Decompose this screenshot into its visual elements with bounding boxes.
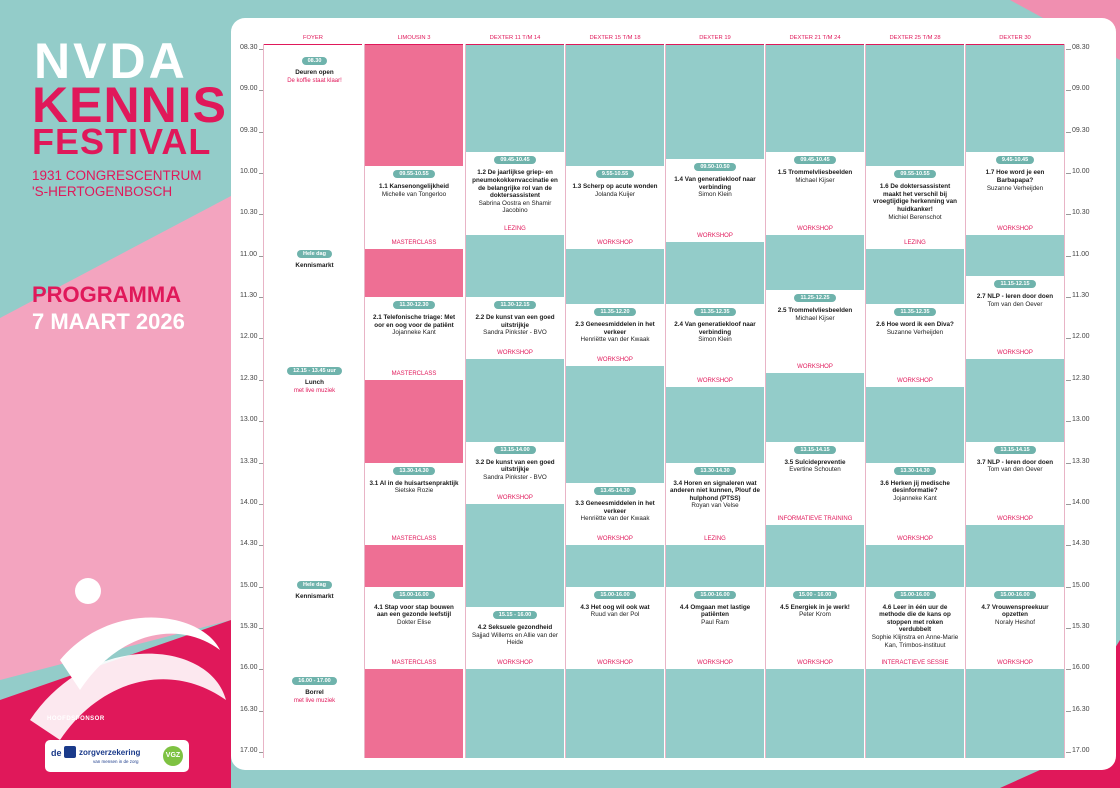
session-speaker: Jolanda Kuijer (595, 190, 635, 198)
vgz-badge: VGZ (163, 746, 183, 766)
time-label-right: 11.00 (1072, 250, 1089, 258)
tick-mark (1066, 380, 1071, 381)
column-header: DEXTER 11 T/M 14 (466, 32, 564, 45)
session-title: 2.1 Telefonische triage: Met oor en oog voor de patiënt (372, 314, 456, 329)
session-title: 3.3 Geneesmiddelen in het verkeer (575, 500, 655, 515)
session-title: 2.6 Hoe word ik een Diva? (876, 321, 954, 328)
session-type: MASTERCLASS (391, 536, 437, 543)
session-type: MASTERCLASS (391, 239, 437, 246)
session-type: WORKSHOP (997, 350, 1033, 357)
session-time-badge: 09.45-10.45 (494, 156, 535, 164)
foyer-time-badge: 08.30 (302, 57, 328, 65)
session-type: WORKSHOP (597, 660, 633, 667)
session-time-badge: 15.00 - 16.00 (793, 591, 837, 599)
tick-mark (1066, 628, 1071, 629)
tick-mark (1066, 49, 1071, 50)
column-header: LIMOUSIN 3 (365, 32, 463, 45)
session-type: LEZING (504, 226, 526, 233)
session-type: WORKSHOP (597, 357, 633, 364)
program-title: PROGRAMMA (32, 282, 182, 307)
tick-mark (1066, 587, 1071, 588)
time-label-right: 15.30 (1072, 622, 1090, 630)
session-speaker: Noraly Heshof (995, 618, 1035, 626)
logo-line-festival: FESTIVAL (32, 121, 212, 162)
session-type: WORKSHOP (997, 660, 1033, 667)
session-type: WORKSHOP (797, 363, 833, 370)
session-time-badge: 15.00-16.00 (894, 591, 935, 599)
tick-mark (1066, 256, 1071, 257)
time-label-left: 11.30 (240, 292, 257, 300)
foyer-time-badge: 12.15 - 13.45 uur (287, 367, 342, 375)
time-label-left: 12.00 (240, 333, 258, 341)
column-header: DEXTER 19 (666, 32, 764, 45)
tick-mark (1066, 338, 1071, 339)
session-title: 2.7 NLP - leren door doen (976, 293, 1054, 301)
time-label-right: 13.30 (1072, 457, 1090, 465)
time-label-right: 12.30 (1072, 374, 1090, 382)
tick-mark (1066, 90, 1071, 91)
time-label-left: 15.30 (240, 622, 258, 630)
time-label-right: 10.30 (1072, 209, 1090, 217)
session-card[interactable] (966, 587, 1064, 670)
column-header: DEXTER 15 T/M 18 (566, 32, 664, 45)
session-title: 4.3 Het oog wil ook wat (580, 603, 650, 611)
session-type: WORKSHOP (897, 536, 933, 543)
foyer-subtitle: met live muziek (293, 697, 336, 704)
session-title: 4.2 Seksuele gezondheid (477, 624, 553, 632)
session-title: 3.2 De kunst van een goed uitstrijkje (475, 458, 555, 474)
time-label-right: 10.00 (1072, 168, 1090, 176)
sponsor-prefix: de (51, 748, 62, 758)
foyer-time-badge: Hele dag (297, 581, 332, 589)
session-speaker: Sajjad Willems en Allie van der Heide (471, 631, 559, 647)
session-time-badge: 09.45-10.45 (794, 156, 835, 164)
session-type: WORKSHOP (797, 226, 833, 233)
session-card[interactable] (365, 166, 463, 249)
time-label-left: 10.30 (240, 209, 258, 217)
session-card[interactable] (365, 297, 463, 380)
session-speaker: Sandra Pinkster - BVO (483, 329, 547, 337)
time-label-left: 10.00 (240, 168, 258, 176)
time-label-right: 08.30 (1072, 44, 1090, 51)
session-card[interactable] (466, 442, 564, 504)
session-time-badge: 13.30-14.30 (894, 467, 935, 475)
sponsor-label: HOOFDSPONSOR (47, 716, 105, 722)
session-time-badge: 13.15-14.15 (994, 446, 1035, 454)
session-card[interactable] (866, 304, 964, 387)
foyer-subtitle: met live muziek (293, 387, 336, 394)
tick-mark (1066, 752, 1071, 753)
session-title: 2.5 Trommelvliesbeelden (777, 307, 853, 315)
session-speaker: Michael Kijser (795, 176, 835, 184)
session-speaker: Tom van den Oever (987, 301, 1043, 309)
session-card[interactable] (566, 304, 664, 366)
time-label-left: 13.30 (240, 457, 258, 465)
session-type: WORKSHOP (697, 232, 733, 239)
time-label-left: 08.30 (240, 44, 258, 51)
session-speaker: Simon Klein (698, 191, 732, 199)
session-speaker: Sandra Pinkster - BVO (483, 474, 547, 482)
session-type: WORKSHOP (597, 239, 633, 246)
session-card[interactable] (566, 587, 664, 670)
logo-line-kennis: KENNIS (32, 77, 227, 133)
column-divider (263, 44, 264, 758)
foyer-title: Lunch (305, 379, 324, 387)
session-time-badge: 13.30-14.30 (393, 467, 434, 475)
session-time-badge: 11.25-12.25 (794, 294, 835, 302)
session-card[interactable] (766, 587, 864, 670)
column-header: DEXTER 25 T/M 28 (866, 32, 964, 45)
session-time-badge: 11.30-12.30 (393, 301, 434, 309)
session-speaker: Suzanne Verheijden (886, 328, 944, 336)
session-card[interactable] (766, 442, 864, 525)
program-date: 7 MAART 2026 (32, 309, 185, 334)
session-speaker: Ruud van der Pol (590, 611, 640, 619)
session-time-badge: 09.50-10.50 (694, 163, 735, 171)
session-title: 3.7 NLP - leren door doen (976, 458, 1054, 466)
session-title: 4.1 Stap voor stap bouwen aan een gezonde leefstijl (374, 603, 454, 619)
session-type: INFORMATIEVE TRAINING (777, 515, 853, 522)
column-divider (1064, 44, 1065, 758)
session-type: MASTERCLASS (391, 370, 437, 377)
session-time-badge: 9.55-10.55 (596, 170, 634, 178)
session-time-badge: 13.45-14.30 (594, 487, 635, 495)
session-speaker: Peter Krom (799, 611, 831, 619)
session-speaker: Michiel Berenschot (888, 213, 942, 221)
session-speaker: Suzanne Verheijden (986, 184, 1044, 192)
foyer-item (266, 49, 363, 86)
foyer-time-badge: 16.00 - 17.00 (292, 677, 336, 685)
time-label-right: 09.30 (1072, 126, 1090, 134)
venue-city: 'S-HERTOGENBOSCH (32, 184, 173, 199)
sponsor-name: zorgverzekering (79, 748, 141, 757)
session-card[interactable] (766, 290, 864, 373)
foyer-title: Deuren open (295, 69, 334, 76)
foyer-subtitle: De koffie staat klaar! (287, 77, 342, 84)
time-label-right: 14.00 (1072, 498, 1090, 506)
tick-mark (1066, 421, 1071, 422)
session-type: INTERACTIEVE SESSIE (881, 660, 949, 667)
session-card[interactable] (466, 607, 564, 669)
session-type: LEZING (704, 536, 726, 543)
session-time-badge: 11.30-12.15 (494, 301, 535, 309)
session-type: WORKSHOP (697, 660, 733, 667)
session-time-badge: 9.45-10.45 (996, 156, 1034, 164)
session-type: WORKSHOP (997, 226, 1033, 233)
column-header: DEXTER 21 T/M 24 (766, 32, 864, 45)
session-card[interactable] (966, 276, 1064, 359)
time-label-left: 17.00 (240, 747, 258, 754)
time-label-left: 09.00 (240, 85, 258, 93)
foyer-item (266, 359, 363, 396)
session-title: 1.6 De doktersassistent maakt het verschil bij vroegtijdige herkenning van huidkanker! (873, 183, 957, 213)
session-title: 4.7 Vrouwenspreekuur opzetten (981, 603, 1049, 619)
session-speaker: Jojanneke Kant (392, 329, 436, 337)
time-label-right: 11.30 (1072, 292, 1089, 300)
session-time-badge: 11.35-12.20 (594, 308, 635, 316)
session-type: WORKSHOP (497, 660, 533, 667)
session-type: WORKSHOP (497, 350, 533, 357)
foyer-item (266, 669, 363, 706)
time-label-right: 09.00 (1072, 85, 1090, 93)
session-title: 4.5 Energiek in je werk! (780, 603, 850, 611)
time-label-left: 12.30 (240, 374, 258, 382)
logo-line-nvda: NVDA (34, 33, 188, 89)
time-label-left: 14.30 (240, 540, 258, 548)
tick-mark (1066, 173, 1071, 174)
session-time-badge: 13.15-14.15 (794, 446, 835, 454)
tick-mark (1066, 463, 1071, 464)
session-time-badge: 15.00-16.00 (594, 591, 635, 599)
session-speaker: Evertine Schouten (789, 466, 841, 474)
session-card[interactable] (666, 463, 764, 546)
tick-mark (1066, 297, 1071, 298)
session-title: 1.7 Hoe word je een Barbapapa? (985, 169, 1045, 184)
session-speaker: Sietske Rozie (394, 487, 434, 495)
session-title: 2.4 Van generatiekloof naar verbinding (674, 321, 756, 336)
session-card[interactable] (566, 483, 664, 545)
session-type: WORKSHOP (697, 377, 733, 384)
session-title: 2.2 De kunst van een goed uitstrijkje (475, 314, 555, 329)
foyer-title: Borrel (305, 689, 324, 697)
time-label-right: 15.00 (1072, 581, 1090, 589)
session-title: 3.5 Suïcidepreventie (784, 458, 846, 466)
session-card[interactable] (966, 152, 1064, 235)
tick-mark (1066, 214, 1071, 215)
session-speaker: Henriëtte van der Kwaak (580, 515, 650, 523)
time-label-right: 16.00 (1072, 664, 1090, 672)
foyer-title: Kennismarkt (295, 261, 334, 269)
session-time-badge: 15.00-16.00 (994, 591, 1035, 599)
time-label-left: 14.00 (240, 498, 258, 506)
time-label-right: 12.00 (1072, 333, 1090, 341)
time-label-right: 14.30 (1072, 540, 1090, 548)
session-title: 1.5 Trommelvliesbeelden (777, 169, 853, 177)
session-type: WORKSHOP (497, 494, 533, 501)
sponsor-tagline: van mensen in de zorg (93, 759, 139, 764)
session-type: WORKSHOP (797, 660, 833, 667)
session-title: 3.6 Herken jij medische desinformatie? (880, 479, 950, 495)
session-speaker: Royan van Velse (691, 502, 739, 510)
session-card[interactable] (866, 587, 964, 670)
session-speaker: Henriëtte van der Kwaak (580, 336, 650, 344)
session-title: 1.2 De jaarlijkse griep- en pneumokokkenvaccinatie en de belangrijke rol van de doktersassistent (472, 169, 558, 200)
session-type: WORKSHOP (597, 536, 633, 543)
session-title: 2.3 Geneesmiddelen in het verkeer (575, 321, 655, 336)
sponsor-logo (45, 740, 189, 772)
session-speaker: Paul Ram (701, 618, 729, 626)
session-title: 1.3 Scherp op acute wonden (572, 183, 658, 191)
session-card[interactable] (866, 463, 964, 546)
session-time-badge: 09.55-10.55 (894, 170, 935, 178)
column-header: FOYER (264, 32, 362, 45)
tick-mark (1066, 711, 1071, 712)
tick-mark (1066, 132, 1071, 133)
foyer-item (266, 242, 363, 270)
session-speaker: Michelle van Tongerloo (381, 190, 447, 198)
foyer-title: Kennismarkt (295, 592, 334, 600)
tick-mark (1066, 504, 1071, 505)
time-label-left: 13.00 (240, 416, 258, 424)
time-label-right: 17.00 (1072, 747, 1090, 754)
session-time-badge: 15.00-16.00 (393, 591, 434, 599)
session-card[interactable] (466, 152, 564, 235)
session-card[interactable] (566, 166, 664, 249)
time-label-left: 11.00 (240, 250, 257, 258)
time-label-left: 16.00 (240, 664, 258, 672)
session-card[interactable] (666, 587, 764, 670)
session-time-badge: 11.35-12.35 (894, 308, 935, 316)
session-speaker: Michael Kijser (795, 314, 835, 322)
time-label-right: 13.00 (1072, 416, 1090, 424)
tick-mark (1066, 669, 1071, 670)
session-speaker: Simon Klein (698, 336, 732, 344)
tick-mark (1066, 545, 1071, 546)
time-label-left: 16.30 (240, 705, 258, 713)
session-card[interactable] (466, 297, 564, 359)
session-card[interactable] (766, 152, 864, 235)
time-label-right: 16.30 (1072, 705, 1090, 713)
session-type: MASTERCLASS (391, 660, 437, 667)
session-card[interactable] (666, 159, 764, 242)
session-speaker: Sophie Klijnstra en Anne-Marie Kan, Trimbos-instituut (871, 633, 959, 649)
foyer-item (266, 573, 363, 601)
foyer-time-badge: Hele dag (297, 250, 332, 258)
session-time-badge: 11.35-12.35 (694, 308, 735, 316)
session-speaker: Sabrina Oostra en Shamir Jacobino (478, 199, 552, 215)
session-speaker: Tom van den Oever (987, 466, 1043, 474)
session-title: 3.4 Horen en signaleren wat anderen niet kunnen, Plouf de hulphond (PTSS) (670, 479, 760, 502)
session-title: 1.4 Van generatiekloof naar verbinding (674, 176, 756, 191)
session-card[interactable] (666, 304, 764, 387)
sponsor-mark-icon (64, 746, 76, 758)
session-title: 3.1 AI in de huisartsenpraktijk (369, 479, 459, 487)
session-type: LEZING (904, 239, 926, 246)
session-type: WORKSHOP (897, 377, 933, 384)
session-card[interactable] (365, 463, 463, 546)
session-card[interactable] (966, 442, 1064, 525)
session-time-badge: 09.55-10.55 (393, 170, 434, 178)
session-time-badge: 11.15-12.15 (994, 280, 1035, 288)
time-label-left: 09.30 (240, 126, 258, 134)
session-time-badge: 13.15-14.00 (494, 446, 535, 454)
time-label-left: 15.00 (240, 581, 258, 589)
session-speaker: Jojanneke Kant (893, 494, 937, 502)
venue-name: 1931 CONGRESCENTRUM (32, 168, 202, 183)
session-time-badge: 15.15 - 16.00 (493, 611, 537, 619)
session-time-badge: 15.00-16.00 (694, 591, 735, 599)
session-time-badge: 13.30-14.30 (694, 467, 735, 475)
session-title: 4.6 Leer in één uur de methode die de kans op stoppen met roken verdubbelt (879, 603, 951, 634)
session-speaker: Dokter Elise (397, 618, 431, 626)
session-card[interactable] (866, 166, 964, 249)
session-card[interactable] (365, 587, 463, 670)
session-title: 4.4 Omgaan met lastige patiënten (679, 603, 751, 619)
session-title: 1.1 Kansenongelijkheid (379, 183, 449, 191)
column-header: DEXTER 30 (966, 32, 1064, 45)
session-type: WORKSHOP (997, 515, 1033, 522)
